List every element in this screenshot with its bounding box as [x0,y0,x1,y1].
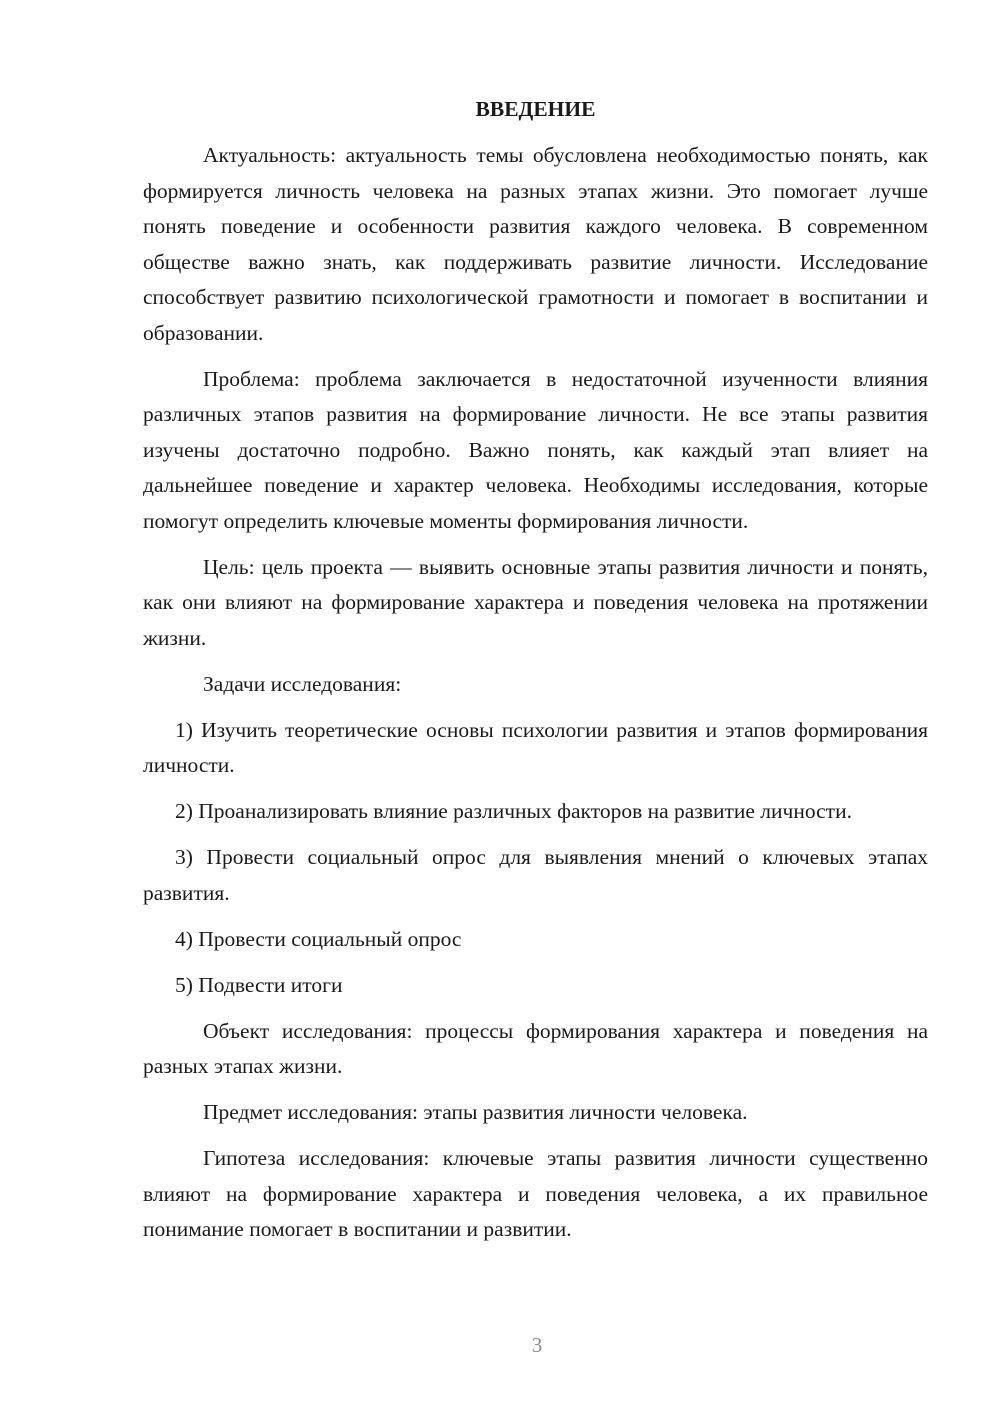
task-item: 5) Подвести итоги [175,972,343,997]
goal-paragraph: Цель: цель проекта — выявить основные этапы развития личности и понять, как они влияют на формирование характера и поведения человека на протяжении жизни. [143,554,928,650]
relevance-paragraph: Актуальность: актуальность темы обусловлена необходимостью понять, как формируется личность человека на разных этапах жизни. Это помогает лучше понять поведение и особенности развития каждого человека. В современном обществе важно знать, как поддерживать развитие личности. Исследование способствует развитию психологической грамотности и помогает в воспитании и образовании. [143,143,928,345]
page-number: 3 [531,1333,543,1357]
task-item: 2) Проанализировать влияние различных факторов на развитие личности. [175,799,852,823]
task-item: 3) Провести социальный опрос для выявления мнений о ключевых этапах развития. [143,845,928,905]
tasks-heading: Задачи исследования: [203,671,402,696]
subject-paragraph: Предмет исследования: этапы развития личности человека. [203,1100,748,1124]
task-item: 1) Изучить теоретические основы психологии развития и этапов формирования личности. [143,717,928,777]
task-item: 4) Провести социальный опрос [175,926,462,951]
object-paragraph: Объект исследования: процессы формирования характера и поведения на разных этапах жизни. [143,1018,928,1078]
problem-paragraph: Проблема: проблема заключается в недостаточной изученности влияния различных этапов развития на формирование личности. Не все этапы развития изучены достаточно подробно. Важно понять, как каждый этап влияет на дальнейшее поведение и характер человека. Необходимы исследования, которые помогут определить ключевые моменты формирования личности. [143,366,928,533]
page-title: ВВЕДЕНИЕ [475,97,596,121]
document-page [143,92,928,1258]
hypothesis-paragraph: Гипотеза исследования: ключевые этапы развития личности существенно влияют на формирование характера и поведения человека, а их правильное понимание помогает в воспитании и развитии. [143,1146,928,1241]
